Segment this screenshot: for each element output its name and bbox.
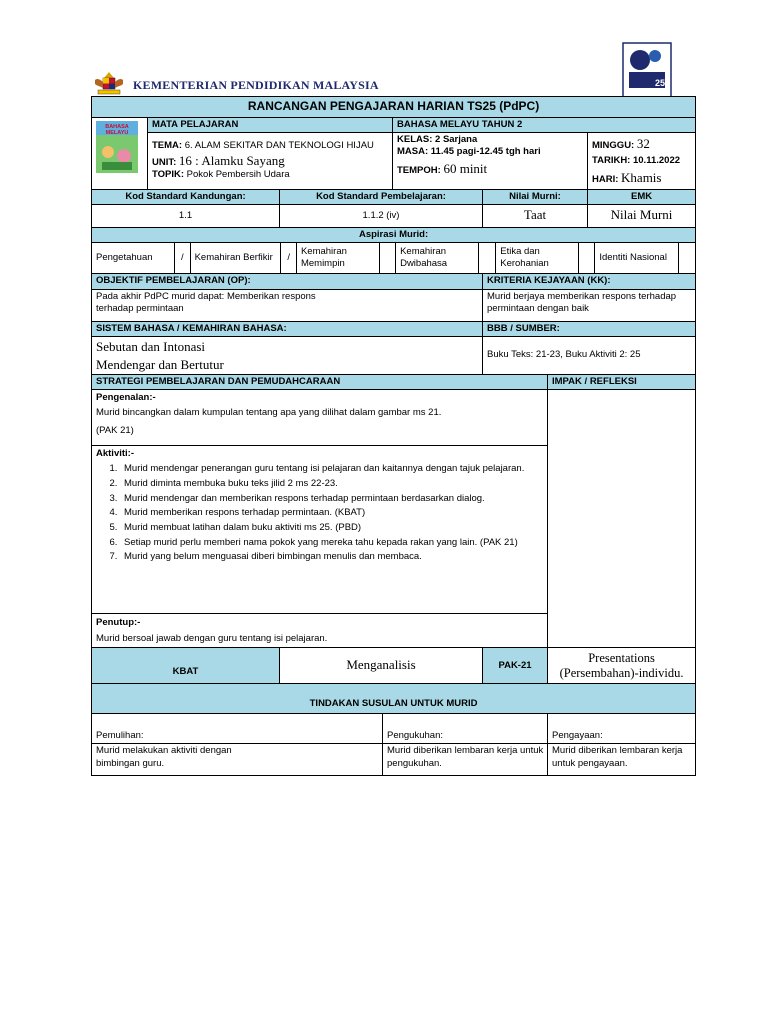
pengenalan-pak: (PAK 21) (96, 424, 134, 436)
unit-value: 16 : Alamku Sayang (178, 152, 285, 168)
kbat-value: Menganalisis (280, 648, 483, 684)
tarikh-label: TARIKH: (592, 154, 631, 166)
aspirasi-label: Etika dan Kerohanian (496, 243, 579, 273)
emk-label: EMK (588, 189, 696, 204)
kelas-value: 2 Sarjana (435, 134, 478, 146)
pemulihan-label: Pemulihan: (92, 714, 383, 744)
subject-value: BAHASA MELAYU TAHUN 2 (393, 118, 696, 133)
subject-label: MATA PELAJARAN (148, 118, 393, 133)
aktiviti-label: Aktiviti:- (96, 448, 134, 460)
pengenalan-text: Murid bincangkan dalam kumpulan tentang apa yang dilihat dalam gambar ms 21. (96, 407, 442, 419)
sistem-line1: Sebutan dan Intonasi (96, 338, 206, 354)
unit-label: UNIT: (152, 156, 177, 168)
ksk-label: Kod Standard Kandungan: (92, 189, 280, 204)
tema-label: TEMA: (152, 140, 183, 152)
pak-label: PAK-21 (483, 648, 548, 684)
masa-value: 11.45 pagi-12.45 tgh hari (430, 145, 541, 157)
kbat-label: KBAT (92, 648, 280, 684)
objektif-text-body: Pada akhir PdPC murid dapat: Memberikan respons terhadap permintaan (96, 290, 316, 314)
plan-title: RANCANGAN PENGAJARAN HARIAN TS25 (PdPC) (92, 97, 696, 118)
list-item: 2. Murid diminta membuka buku teks jilid 2 ms 22-23. (120, 477, 543, 492)
kk-label: KRITERIA KEJAYAAN (KK): (483, 274, 696, 289)
ministry-crest-icon (92, 70, 126, 96)
susulan-spacer (92, 684, 696, 696)
book-title-line1: BAHASA (105, 124, 129, 130)
list-item: 1. Murid mendengar penerangan guru tentang isi pelajaran dan kaitannya dengan tajuk pelajaran. (120, 462, 543, 477)
pengenalan-label: Pengenalan:- (96, 392, 156, 404)
list-item: 3. Murid mendengar dan memberikan respons terhadap permintaan berdasarkan dialog. (120, 492, 543, 507)
aspirasi-label: Pengetahuan (92, 243, 175, 273)
ksk-value: 1.1 (92, 204, 280, 227)
hari-label: HARI: (592, 174, 619, 186)
ksp-value: 1.1.2 (iv) (280, 204, 483, 227)
pengukuhan-text-body: Murid diberikan lembaran kerja untuk pengukuhan. (387, 745, 544, 769)
aspirasi-title: Aspirasi Murid: (92, 227, 696, 242)
list-item: 6. Setiap murid perlu memberi nama pokok yang mereka tahu kepada rakan yang lain. (PAK 21) (120, 536, 543, 551)
ministry-name: KEMENTERIAN PENDIDIKAN MALAYSIA (133, 78, 379, 92)
aspirasi-label: Kemahiran Memimpin (296, 243, 379, 273)
aspirasi-mark: / (281, 243, 296, 273)
tema-value: 6. ALAM SEKITAR DAN TEKNOLOGI HIJAU (184, 140, 374, 152)
sistem-line2: Mendengar dan Bertutur (96, 356, 224, 372)
textbook-cover-cell (92, 118, 148, 190)
aspirasi-label: Kemahiran Dwibahasa (396, 243, 479, 273)
impak-label: IMPAK / REFLEKSI (548, 375, 696, 390)
strategi-label: STRATEGI PEMBELAJARAN DAN PEMUDAHCARAAN (92, 375, 548, 390)
ts25-number: 25 (655, 78, 666, 88)
aspirasi-mark (478, 243, 496, 273)
minggu-value: 32 (636, 136, 650, 152)
tempoh-value: 60 minit (443, 161, 488, 177)
aspirasi-mark: / (175, 243, 190, 273)
ts25-logo-icon (622, 42, 672, 98)
nilai-label: Nilai Murni: (483, 189, 588, 204)
topik-label: TOPIK: (152, 169, 185, 181)
objektif-text (92, 289, 483, 321)
objektif-label: OBJEKTIF PEMBELAJARAN (OP): (92, 274, 483, 289)
aktiviti-list (96, 462, 543, 565)
pengayaan-text: Murid diberikan lembaran kerja untuk pengayaan. (548, 744, 696, 776)
ksp-label: Kod Standard Pembelajaran: (280, 189, 483, 204)
pemulihan-text (92, 744, 383, 776)
kk-text: Murid berjaya memberikan respons terhadap permintaan dengan baik (483, 289, 696, 321)
aspirasi-grid (92, 243, 695, 273)
bbb-label: BBB / SUMBER: (483, 321, 696, 336)
masa-label: MASA: (397, 145, 429, 157)
aspirasi-mark (679, 243, 696, 273)
pengukuhan-text (383, 744, 548, 776)
tempoh-label: TEMPOH: (397, 165, 441, 177)
aspirasi-mark (578, 243, 595, 273)
textbook-cover-icon (94, 120, 140, 174)
pengukuhan-label: Pengukuhan: (383, 714, 548, 744)
penutup-text: Murid bersoal jawab dengan guru tentang isi pelajaran. (96, 632, 328, 644)
aspirasi-label: Identiti Nasional (595, 243, 679, 273)
aspirasi-label: Kemahiran Berfikir (190, 243, 281, 273)
lesson-plan-table (91, 96, 696, 776)
hari-value: Khamis (621, 170, 662, 186)
impak-cell (548, 390, 696, 648)
minggu-label: MINGGU: (592, 140, 635, 152)
pak-value: Presentations (Persembahan)-individu. (548, 648, 696, 684)
sistem-label: SISTEM BAHASA / KEMAHIRAN BAHASA: (92, 321, 483, 336)
book-title-line2: MELAYU (105, 130, 129, 136)
tarikh-value: 10.11.2022 (632, 154, 681, 166)
nilai-value: Taat (483, 204, 588, 227)
aspirasi-mark (379, 243, 396, 273)
list-item: 7. Murid yang belum menguasai diberi bimbingan menulis dan membaca. (120, 550, 543, 565)
penutup-label: Penutup:- (96, 617, 141, 629)
emk-value: Nilai Murni (588, 204, 696, 227)
susulan-title: TINDAKAN SUSULAN UNTUK MURID (92, 696, 696, 714)
bbb-text: Buku Teks: 21-23, Buku Aktiviti 2: 25 (483, 336, 696, 374)
kelas-label: KELAS: (397, 134, 433, 146)
list-item: 5. Murid membuat latihan dalam buku aktiviti ms 25. (PBD) (120, 521, 543, 536)
pengayaan-label: Pengayaan: (548, 714, 696, 744)
topik-value: Pokok Pembersih Udara (186, 169, 290, 181)
pemulihan-text-body: Murid melakukan aktiviti dengan bimbingan guru. (96, 745, 232, 769)
list-item: 4. Murid memberikan respons terhadap permintaan. (KBAT) (120, 506, 543, 521)
